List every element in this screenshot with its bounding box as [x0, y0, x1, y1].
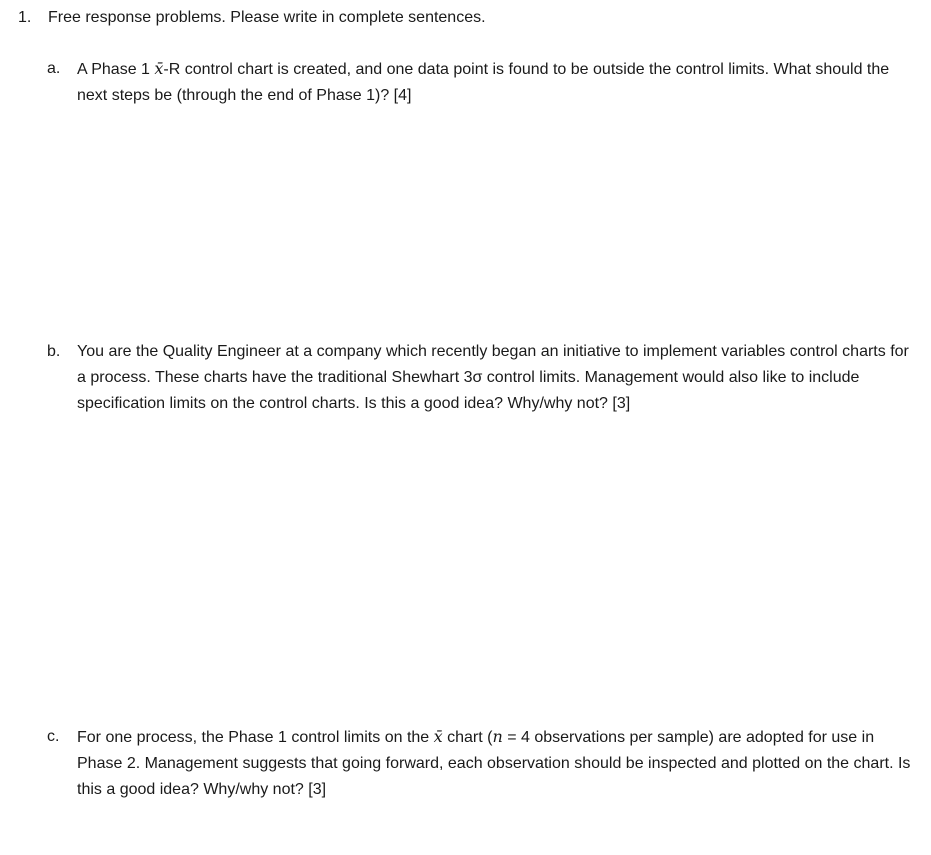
part-c-text-start: For one process, the Phase 1 control limits on the: [77, 729, 434, 746]
part-c-letter: c.: [47, 728, 60, 745]
sample-size-variable: n: [492, 727, 503, 746]
part-a-text-end: -R control chart is created, and one data point is found to be outside the control limits. What should the next steps be (through the end of Phase 1)? [4]: [77, 61, 890, 104]
question-1: [18, 6, 486, 30]
part-a: [47, 56, 922, 109]
part-c-text: [77, 724, 922, 803]
part-a-text: [77, 56, 922, 109]
question-number: 1.: [18, 9, 32, 26]
part-b: [47, 339, 922, 417]
question-heading: Free response problems. Please write in complete sentences.: [48, 9, 486, 26]
xbar-symbol: x̄: [154, 59, 164, 78]
part-a-letter: a.: [47, 60, 61, 77]
part-c-text-mid: chart (: [442, 729, 493, 746]
xbar-symbol: x̄: [433, 727, 443, 746]
part-b-text: You are the Quality Engineer at a company which recently began an initiative to implement variables control charts for a process. These charts have the traditional Shewhart 3σ control limits. Management would also like to include specification limits on the control charts. Is this a good idea? Why/why not? [3]: [77, 343, 909, 412]
part-a-text-start: A Phase 1: [77, 61, 155, 78]
part-c-text-end: = 4 observations per sample) are adopted for use in Phase 2. Management suggests that going forward, each observation should be inspected and plotted on the chart. Is this a good idea? Why/why not? [3]: [77, 729, 911, 798]
part-c: [47, 724, 922, 803]
part-b-letter: b.: [47, 343, 61, 360]
